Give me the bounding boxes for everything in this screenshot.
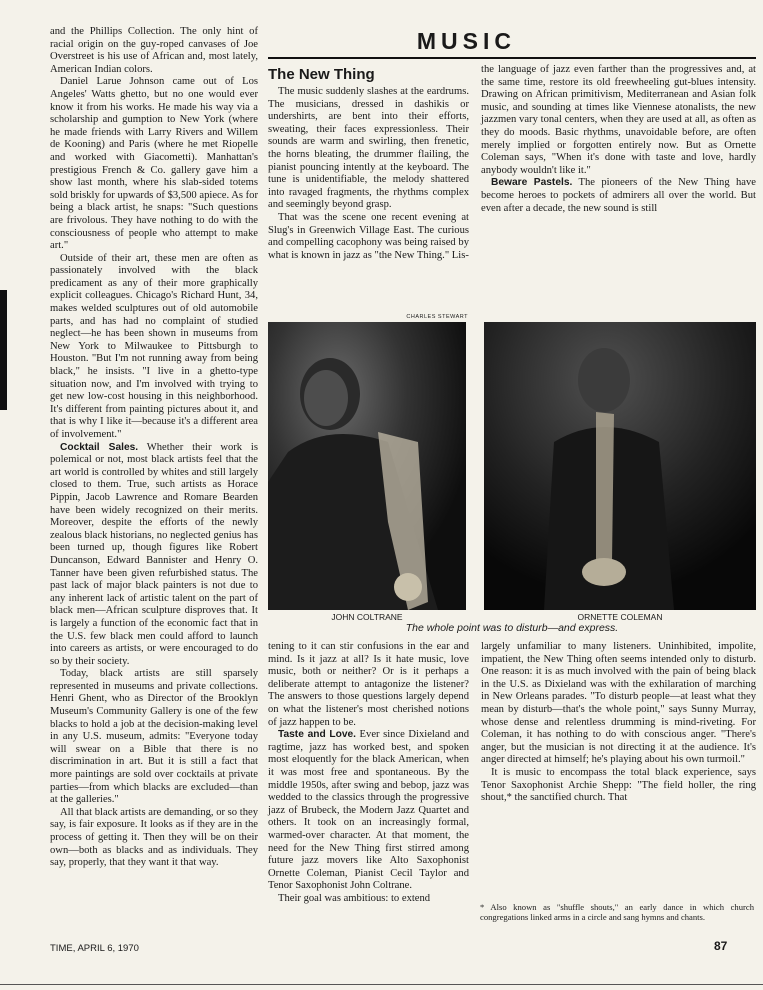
paragraph [50, 76, 258, 252]
middle-column-lower [268, 641, 469, 905]
paragraph-text: Their goal was ambitious: to extend [278, 892, 431, 904]
photo-caption: The whole point was to disturb—and express. [405, 622, 619, 634]
paragraph [50, 668, 258, 807]
page-number: 87 [714, 939, 728, 953]
subhead: Beware Pastels. [491, 177, 573, 189]
paragraph-text: The pioneers of the New Thing have become heroes to pockets of admirers all over the world. But even after a decade, the new sound is still [481, 177, 756, 214]
paragraph-text: Daniel Larue Johnson came out of Los Angeles' Watts ghetto, but no one would ever know it from his works. He made his way via a scholarship and gumption to New York (where he made friends with Larry Rivers and Willem de Kooning) and Paris (where he met Riopelle and worked with Giacometti). Manhattan's prestigious French & Co. gallery gave him a show last month, where his slab-sided totems sold briskly for upwards of $3,500 apiece. As for being a black artist, he snaps: "Such questions are frivolous. They have nothing to do with the consciousness of people who attempt to make art." [50, 76, 258, 252]
bottom-edge-line [0, 984, 763, 985]
left-margin-bar [0, 290, 7, 410]
middle-column-upper [268, 86, 469, 262]
subhead: Cocktail Sales. [60, 441, 139, 453]
footnote: * Also known as "shuffle shouts," an early dance in which church congregations linked arms in a circle and sang hymns and chants. [480, 902, 754, 922]
paragraph-text: It is music to encompass the total black experience, says Tenor Saxophonist Archie Shepp: "The field holler, the ring shout,* the sanctified church. That [481, 766, 756, 804]
paragraph-text: Outside of their art, these men are often as passionately involved with the black predicament as any of their more graphically explicit colleagues. Chicago's Richard Hunt, 34, makes welded sculptures out of old automobile parts, and has had no complaint of studied neglect—he has been shown in museums from New York to Milwaukee to Pittsburgh to Houston. "But I'm not running away from being black," he insists. "I live in a ghetto-type situation now, and I'm involved with trying to get new low-cost housing in this neighborhood. It's different from painting pictures about it, and that is why I like it—because it's a different area of involvement." [50, 252, 258, 440]
paragraph [481, 641, 756, 767]
paragraph [50, 253, 258, 442]
paragraph-text: Whether their work is polemical or not, most black artists feel that the art world is controlled by whites and still largely closed to them. True, such artists as Horace Pippin, Jacob Lawrence and Romare Bearden have been widely recognized on their merits. Moreover, despite the efforts of the newly zealous black historians, no neglected genius has been turned up, though figures like Robert Duncanson, Edward Bannister and Henry O. Tanner have been given refurbished status. The past lack of major black painters is not due to any inherent lack of artistic talent on the part of black men—African sculpture disproves that. It is largely a function of the economic fact that in the U.S. few black men could afford to launch into careers as artists, or were encouraged to do so by their society. [50, 441, 258, 667]
paragraph [50, 442, 258, 669]
paragraph-text: tening to it can stir confusions in the ear and mind. Is it jazz at all? Is it hate music, love music, both or neither? Or is it perhaps a deliberate attempt to antagonize the listener? The answers to those questions largely depend on what the listener's most cherished notions of jazz happen to be. [268, 641, 469, 728]
left-column [50, 26, 258, 870]
paragraph [50, 26, 258, 76]
paragraph [268, 641, 469, 729]
section-header [268, 28, 756, 58]
photo-credit: CHARLES STEWART [406, 314, 468, 320]
header-rule [268, 57, 756, 59]
paragraph [50, 807, 258, 870]
paragraph [481, 64, 756, 177]
paragraph-text: Today, black artists are still sparsely represented in museums and private collections. Henri Ghent, who as Director of the Brooklyn Museum's Community Gallery is one of the few blacks to hold a job at the decision-making level in any U.S. museum, admits: "Everyone today will swear on a Bible that there is no discrimination in art. But it is still a fact that more paintings are sold over cocktails at private parties—from which blacks are excluded—than at the galleries." [50, 668, 258, 806]
paragraph-text: the language of jazz even farther than the progressives and, at the same time, restore its old freewheeling gut-blues intensity. Drawing on African primitivism, Mediterranean and Asian folk music, and sounding at times like Viennese atonalists, the new jazzmen vary tonal centers, when they are used at all, as often as they do moods. Basic rhythms, unavoidable before, are often merely implied or forgotten entirely now. But as Ornette Coleman says, "When it's done with taste and love, hardly anybody wouldn't like it." [481, 64, 756, 176]
paragraph-text: That was the scene one recent evening at Slug's in Greenwich Village East. The curious and compelling cacophony was being raised by what is known in jazz as "the New Thing." Lis- [268, 211, 469, 261]
photo-ornette-coleman [484, 322, 756, 610]
photo-john-coltrane [268, 322, 466, 610]
paragraph-text: The music suddenly slashes at the eardrums. The musicians, dressed in dashikis or undershirts, are bent into their efforts, sweating, their faces expressionless. Their sounds are warm and swirling, then frenetic, the horns bleating, the drummer flailing, the pianist pouncing intently at the keyboard. The tune is unidentifiable, the melody shattered into ravaged fragments, the rhythms complex and seemingly beyond grasp. [268, 86, 469, 211]
paragraph [268, 893, 469, 906]
section-title: MUSIC [416, 28, 516, 54]
paragraph-text: and the Phillips Collection. The only hint of racial origin on the guy-roped canvases of Joe Overstreet is his use of African and, most lately, American Indian colors. [50, 26, 258, 75]
paragraph [268, 86, 469, 212]
paragraph-text: largely unfamiliar to many listeners. Uninhibited, impolite, impatient, the New Thing often seems intended only to disturb. One reason: it is as much involved with the pain of being black in the U.S. as Dixieland was with the exhilaration of marching in New Orleans parades. "To disturb people—at least what they mean by disturb—that's the whole point," says Sunny Murray, whose dense and relentless drumming is mind-riveting. For Coleman, it has nothing to do with conscious anger. "There's anger, but the musician is not directing it at the audience. It's anger directed at himself; he's playing about his own turmoil." [481, 641, 756, 766]
paragraph-text: Ever since Dixieland and ragtime, jazz has worked best, and spoken most eloquently for the black American, when it was most free and spontaneous. By the middle 1950s, after swing and bebop, jazz was wedded to the classics through the progressive jazz of Brubeck, the Modern Jazz Quartet and others. It took on an increasingly formal, warmed-over character. At that moment, the need for the New Thing first stirred among future jazz movers like Alto Saxophonist Ornette Coleman, Pianist Cecil Taylor and Tenor Saxophonist John Coltrane. [268, 729, 469, 892]
paragraph [481, 767, 756, 805]
paragraph-text: All that black artists are demanding, or so they say, is fair exposure. It looks as if they are in the process of getting it. Then they will be on their own—both as blacks and as individuals. They say, properly, that they want it that way. [50, 806, 258, 869]
paragraph [481, 177, 756, 215]
article-headline: The New Thing [268, 66, 375, 83]
subhead: Taste and Love. [278, 729, 357, 741]
photo-name-coltrane: JOHN COLTRANE [331, 612, 403, 622]
footer-publication: TIME, APRIL 6, 1970 [50, 943, 139, 954]
paragraph [268, 212, 469, 262]
photo-name-coleman: ORNETTE COLEMAN [577, 612, 663, 622]
paragraph [268, 729, 469, 893]
right-column-lower [481, 641, 756, 805]
right-column-upper [481, 64, 756, 215]
